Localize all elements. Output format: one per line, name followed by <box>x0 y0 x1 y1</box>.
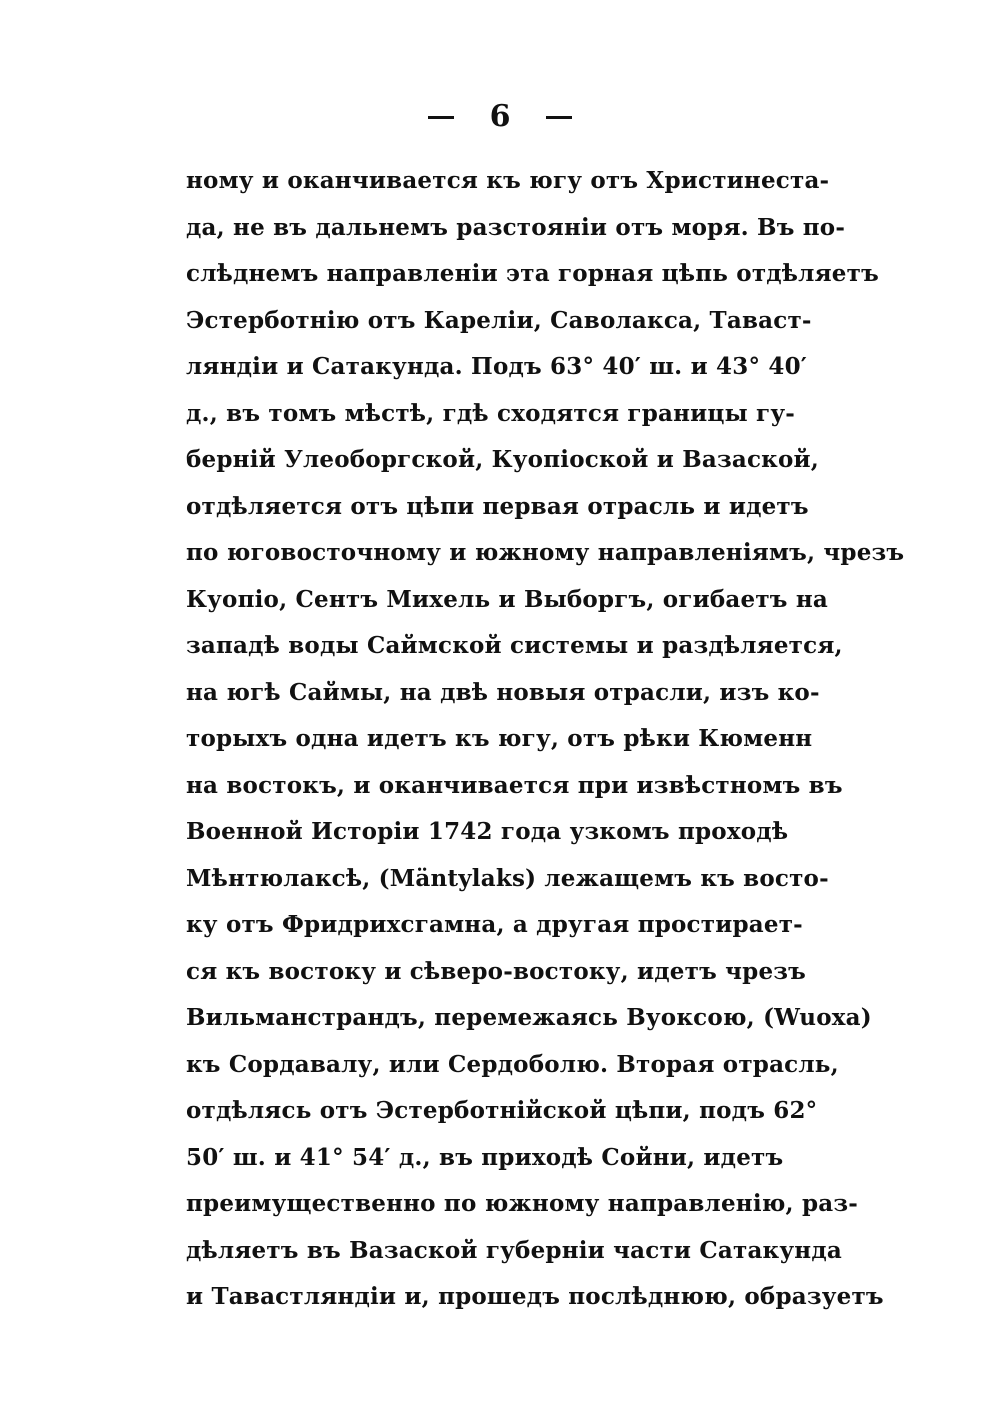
text-line: Военной Исторіи 1742 года узкомъ проходѣ <box>186 818 789 845</box>
text-line: Вильманстрандъ, перемежаясь Вуоксою, (Wuoxa) <box>186 1004 872 1031</box>
text-line: по юговосточному и южному направленіямъ, чрезъ <box>186 539 905 566</box>
text-line: отдѣлясь отъ Эстерботнійской цѣпи, подъ 62° <box>186 1097 818 1124</box>
text-line: торыхъ одна идетъ къ югу, отъ рѣки Кюменн <box>186 725 813 752</box>
text-line: берній Улеоборгской, Куопіоской и Вазаской, <box>186 446 819 473</box>
text-line: слѣднемъ направленіи эта горная цѣпь отдѣляетъ <box>186 260 879 287</box>
text-line: Мѣнтюлаксѣ, (Mäntylaks) лежащемъ къ восто- <box>186 864 829 892</box>
text-line: западѣ воды Саймской системы и раздѣляется, <box>186 632 843 659</box>
body-text <box>186 158 905 1321</box>
text-line: на югѣ Саймы, на двѣ новыя отрасли, изъ ко- <box>186 678 820 706</box>
text-line: да, не въ дальнемъ разстояніи отъ моря. Въ по- <box>186 213 846 241</box>
text-line: отдѣляется отъ цѣпи первая отрасль и идетъ <box>186 492 809 520</box>
text-line: ся къ востоку и сѣверо-востоку, идетъ чрезъ <box>186 957 807 985</box>
text-line: дѣляетъ въ Вазаской губерніи части Сатакунда <box>186 1236 842 1264</box>
right-dash <box>546 116 572 119</box>
left-dash <box>428 116 454 119</box>
text-line: на востокъ, и оканчивается при извѣстномъ въ <box>186 771 843 799</box>
text-line: къ Сордавалу, или Сердоболю. Вторая отрасль, <box>186 1050 839 1078</box>
text-line: Эстерботнію отъ Кареліи, Саволакса, Таваст- <box>186 306 812 334</box>
text-line: Куопіо, Сентъ Михель и Выборгъ, огибаетъ на <box>186 585 828 613</box>
text-line: преимущественно по южному направленію, раз- <box>186 1190 858 1217</box>
text-line: ляндіи и Сатакунда. Подъ 63° 40′ ш. и 43° 40′ <box>186 353 808 380</box>
text-line: д., въ томъ мѣстѣ, гдѣ сходятся границы гу- <box>186 399 796 427</box>
text-line: и Тавастляндіи и, прошедъ послѣднюю, образуетъ <box>186 1283 884 1310</box>
page-number: 6 <box>489 99 511 134</box>
text-line: ному и оканчивается къ югу отъ Христинеста- <box>186 167 830 194</box>
page-header <box>0 95 1000 139</box>
text-line: ку отъ Фридрихсгамна, а другая простирает- <box>186 911 803 938</box>
text-line: 50′ ш. и 41° 54′ д., въ приходѣ Сойни, идетъ <box>186 1143 784 1171</box>
